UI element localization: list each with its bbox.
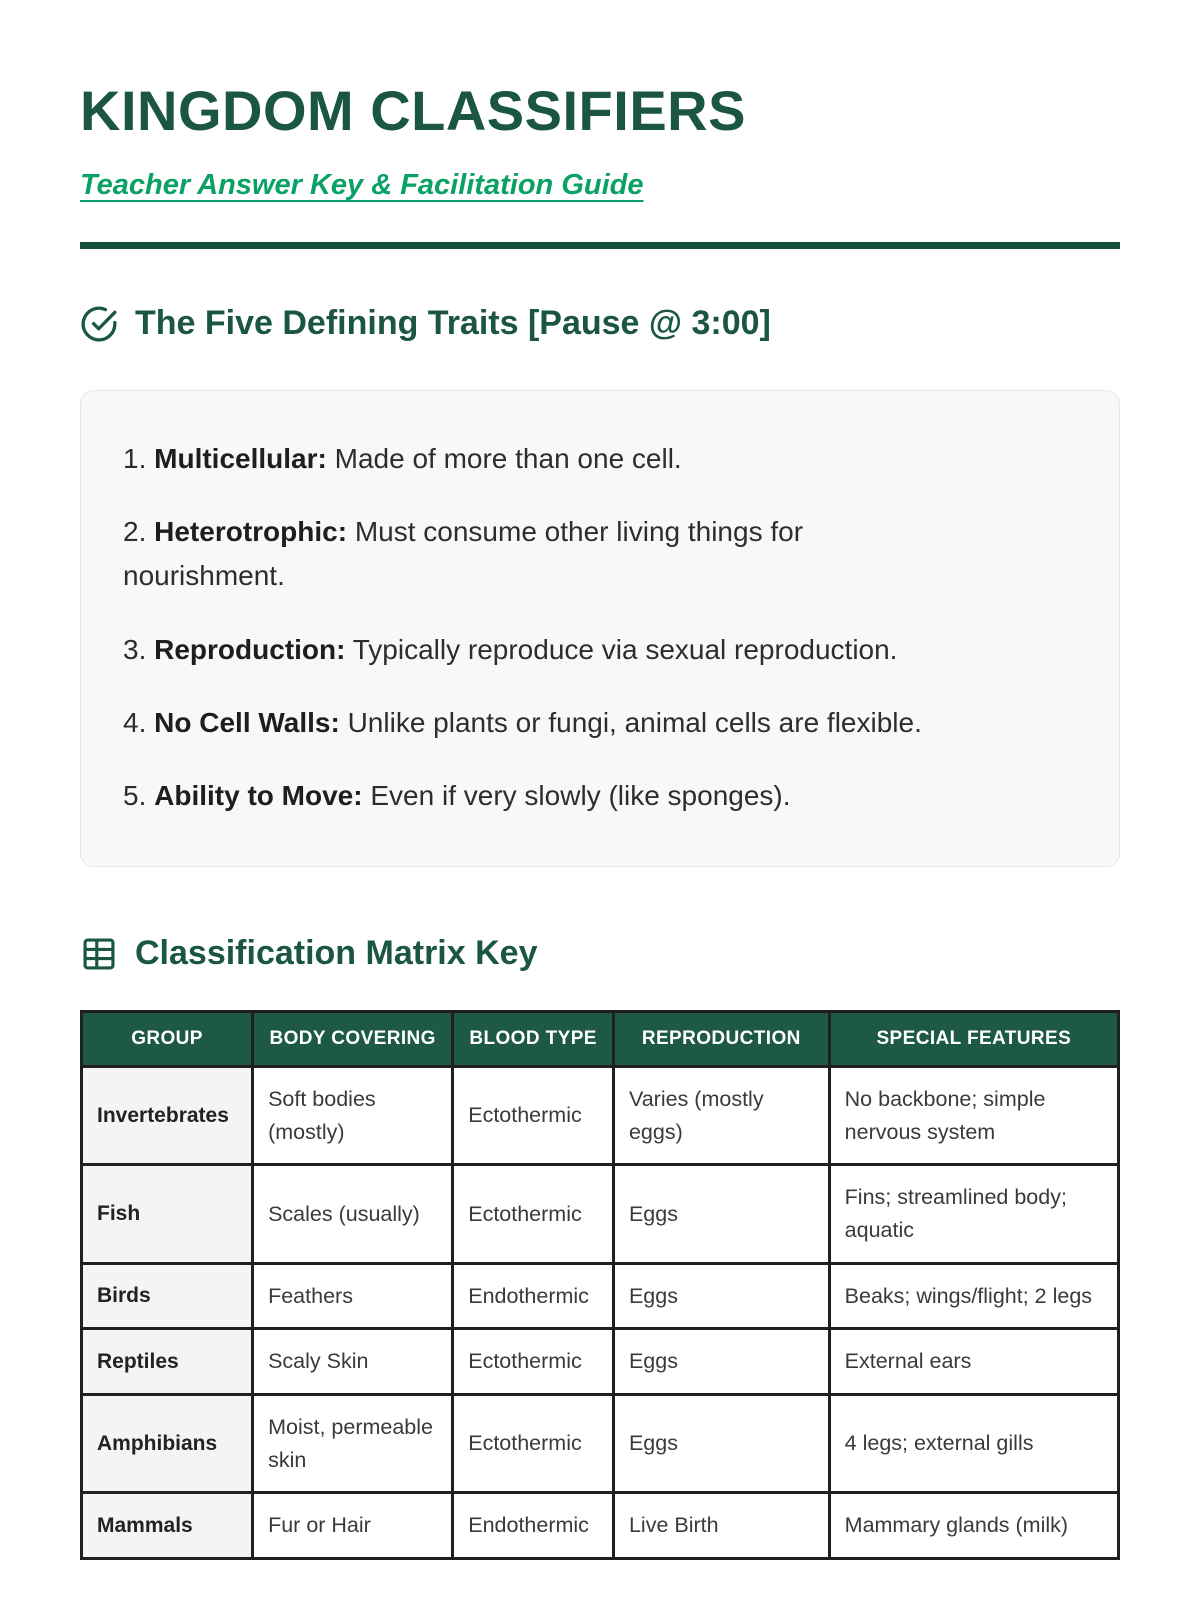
trait-number: 3. xyxy=(123,633,147,665)
divider-rule xyxy=(80,242,1120,249)
row-label: Birds xyxy=(82,1263,253,1329)
row-label: Reptiles xyxy=(82,1329,253,1395)
section-classification-matrix xyxy=(80,933,1120,1560)
trait-number: 4. xyxy=(123,706,147,738)
table-grid-icon xyxy=(80,935,118,973)
trait-number: 5. xyxy=(123,780,147,812)
table-cell: Beaks; wings/flight; 2 legs xyxy=(829,1263,1118,1329)
trait-item xyxy=(123,437,951,481)
table-row xyxy=(82,1329,1119,1395)
doc-header xyxy=(80,79,1120,202)
page-title: KINGDOM CLASSIFIERS xyxy=(80,79,746,142)
row-label: Fish xyxy=(82,1165,253,1263)
trait-term: Ability to Move: xyxy=(154,780,363,812)
trait-term: Heterotrophic: xyxy=(154,516,348,548)
table-cell: Eggs xyxy=(613,1329,829,1395)
table-cell: Fur or Hair xyxy=(253,1493,453,1559)
classification-table xyxy=(80,1010,1120,1560)
matrix-section-heading xyxy=(80,933,1120,974)
table-cell: Scales (usually) xyxy=(253,1165,453,1263)
table-row xyxy=(82,1165,1119,1263)
trait-item xyxy=(123,628,951,672)
trait-term: Reproduction: xyxy=(154,633,346,665)
section-defining-traits xyxy=(80,303,1120,867)
table-cell: 4 legs; external gills xyxy=(829,1395,1118,1493)
table-cell: Ectothermic xyxy=(453,1395,614,1493)
row-label: Mammals xyxy=(82,1493,253,1559)
trait-number: 2. xyxy=(123,516,147,548)
table-cell: Ectothermic xyxy=(453,1067,614,1165)
table-cell: External ears xyxy=(829,1329,1118,1395)
table-cell: Endothermic xyxy=(453,1263,614,1329)
column-header-reproduction: REPRODUCTION xyxy=(613,1012,829,1067)
table-header-row xyxy=(82,1012,1119,1067)
trait-term: No Cell Walls: xyxy=(154,706,340,738)
column-header-body-covering: BODY COVERING xyxy=(253,1012,453,1067)
table-cell: Endothermic xyxy=(453,1493,614,1559)
column-header-special-features: SPECIAL FEATURES xyxy=(829,1012,1118,1067)
table-cell: Fins; streamlined body; aquatic xyxy=(829,1165,1118,1263)
trait-description: Made of more than one cell. xyxy=(334,442,682,474)
traits-panel xyxy=(80,390,1120,867)
table-cell: Live Birth xyxy=(613,1493,829,1559)
trait-description: Even if very slowly (like sponges). xyxy=(370,780,791,812)
traits-list xyxy=(123,437,1071,818)
trait-item xyxy=(123,510,951,598)
table-cell: Moist, permeable skin xyxy=(253,1395,453,1493)
table-cell: Ectothermic xyxy=(453,1329,614,1395)
table-row xyxy=(82,1067,1119,1165)
traits-section-heading-label: The Five Defining Traits [Pause @ 3:00] xyxy=(135,304,771,343)
table-cell: Ectothermic xyxy=(453,1165,614,1263)
traits-section-heading xyxy=(80,303,1120,344)
table-row xyxy=(82,1493,1119,1559)
column-header-group: GROUP xyxy=(82,1012,253,1067)
trait-term: Multicellular: xyxy=(154,442,327,474)
check-circle-icon xyxy=(80,305,118,343)
table-cell: Eggs xyxy=(613,1395,829,1493)
table-cell: Eggs xyxy=(613,1165,829,1263)
row-label: Invertebrates xyxy=(82,1067,253,1165)
table-cell: No backbone; simple nervous system xyxy=(829,1067,1118,1165)
table-cell: Varies (mostly eggs) xyxy=(613,1067,829,1165)
table-cell: Soft bodies (mostly) xyxy=(253,1067,453,1165)
trait-item xyxy=(123,774,951,818)
trait-number: 1. xyxy=(123,442,147,474)
table-cell: Scaly Skin xyxy=(253,1329,453,1395)
table-row xyxy=(82,1263,1119,1329)
table-cell: Feathers xyxy=(253,1263,453,1329)
table-cell: Eggs xyxy=(613,1263,829,1329)
trait-description: Unlike plants or fungi, animal cells are flexible. xyxy=(347,706,922,738)
matrix-section-heading-label: Classification Matrix Key xyxy=(135,934,538,973)
table-cell: Mammary glands (milk) xyxy=(829,1493,1118,1559)
row-label: Amphibians xyxy=(82,1395,253,1493)
subtitle-link[interactable]: Teacher Answer Key & Facilitation Guide xyxy=(80,169,644,202)
trait-description: Typically reproduce via sexual reproduction. xyxy=(352,633,898,665)
column-header-blood-type: BLOOD TYPE xyxy=(453,1012,614,1067)
trait-description: Must consume other living things for nourishment. xyxy=(123,516,804,592)
table-row xyxy=(82,1395,1119,1493)
trait-item xyxy=(123,701,951,745)
